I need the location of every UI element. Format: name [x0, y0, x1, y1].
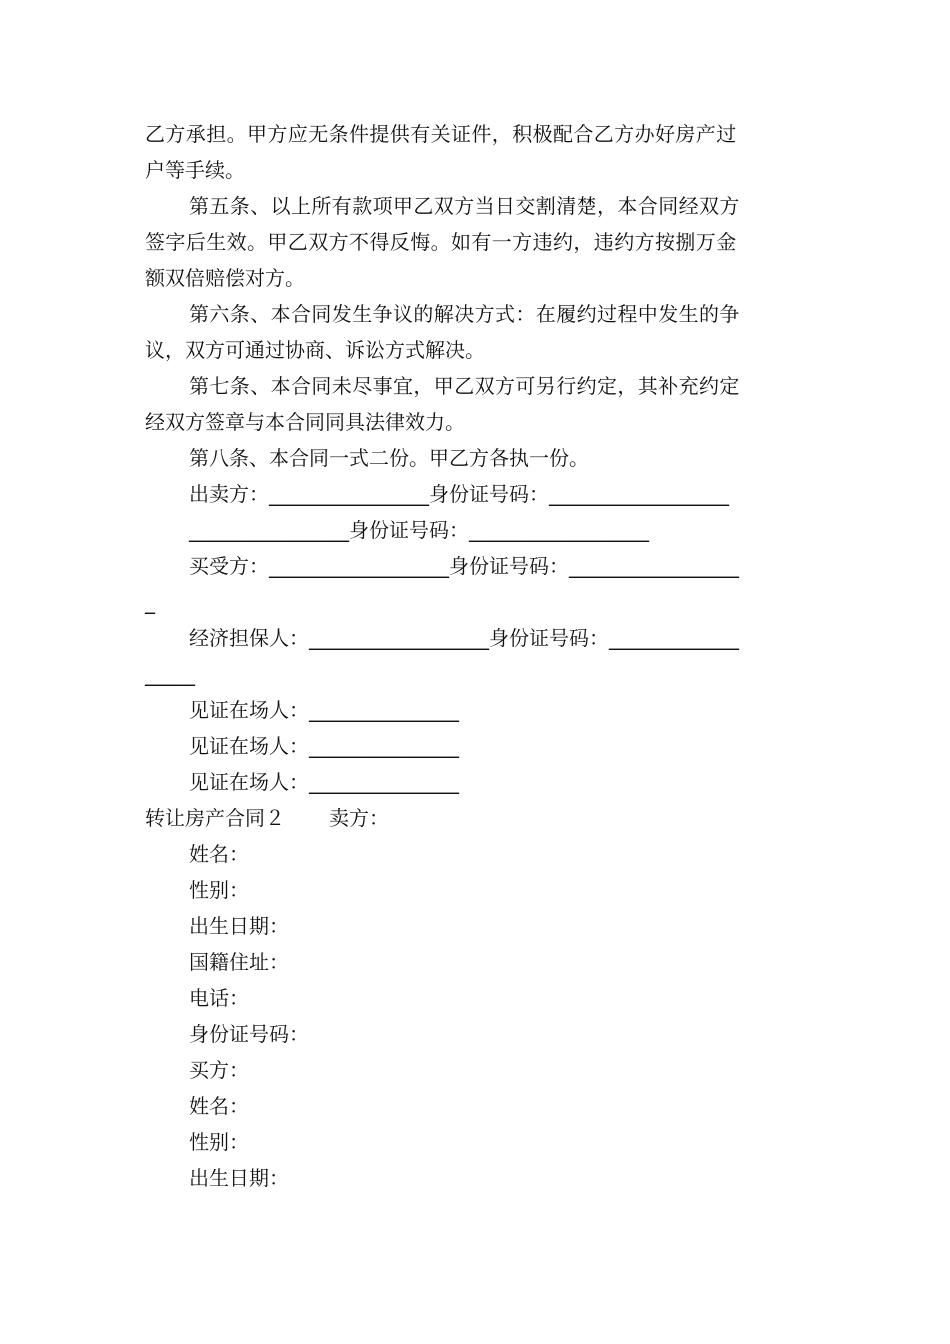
article-6-line-1: 第六条、本合同发生争议的解决方式：在履约过程中发生的争 [189, 302, 740, 326]
article-7-line-1: 第七条、本合同未尽事宜，甲乙双方可另行约定，其补充约定 [189, 374, 740, 398]
article-5-line-3: 额双倍赔偿对方。 [145, 266, 305, 290]
buyer-signature-line: 买受方：__________________身份证号码：_________________ [189, 554, 739, 578]
paragraph-4-line-2: 户等手续。 [145, 158, 245, 182]
field-seller-phone: 电话： [189, 986, 249, 1010]
buyer-heading: 买方： [189, 1058, 249, 1082]
article-8: 第八条、本合同一式二份。甲乙方各执一份。 [189, 446, 589, 470]
field-seller-nationality-address: 国籍住址： [189, 950, 289, 974]
field-seller-id-number: 身份证号码： [189, 1022, 309, 1046]
article-7-line-2: 经双方签章与本合同同具法律效力。 [145, 410, 465, 434]
guarantor-signature-line: 经济担保人：__________________身份证号码：_____________ [189, 626, 739, 650]
field-buyer-birthdate: 出生日期： [189, 1166, 289, 1190]
seller-heading: 卖方： [329, 806, 389, 830]
contract-2-heading-line [145, 800, 807, 836]
guarantor-signature-line-wrap: _____ [145, 662, 195, 686]
field-buyer-gender: 性别： [189, 1130, 249, 1154]
field-seller-birthdate: 出生日期： [189, 914, 289, 938]
seller-signature-line-2: ________________身份证号码：__________________ [189, 518, 649, 542]
witness-line-1: 见证在场人：_______________ [189, 698, 459, 722]
contract-2-title: 转让房产合同２ [145, 806, 285, 830]
buyer-signature-line-wrap: _ [145, 590, 155, 614]
document-page [145, 116, 807, 1196]
witness-line-2: 见证在场人：_______________ [189, 734, 459, 758]
seller-signature-line: 出卖方：________________身份证号码：__________________ [189, 482, 729, 506]
article-6-line-2: 议，双方可通过协商、诉讼方式解决。 [145, 338, 485, 362]
paragraph-4-line-1: 乙方承担。甲方应无条件提供有关证件，积极配合乙方办好房产过 [145, 122, 737, 146]
field-seller-name: 姓名： [189, 842, 249, 866]
article-5-line-2: 签字后生效。甲乙双方不得反悔。如有一方违约，违约方按捌万金 [145, 230, 737, 254]
witness-line-3: 见证在场人：_______________ [189, 770, 459, 794]
article-5-line-1: 第五条、以上所有款项甲乙双方当日交割清楚，本合同经双方 [189, 194, 740, 218]
field-seller-gender: 性别： [189, 878, 249, 902]
field-buyer-name: 姓名： [189, 1094, 249, 1118]
